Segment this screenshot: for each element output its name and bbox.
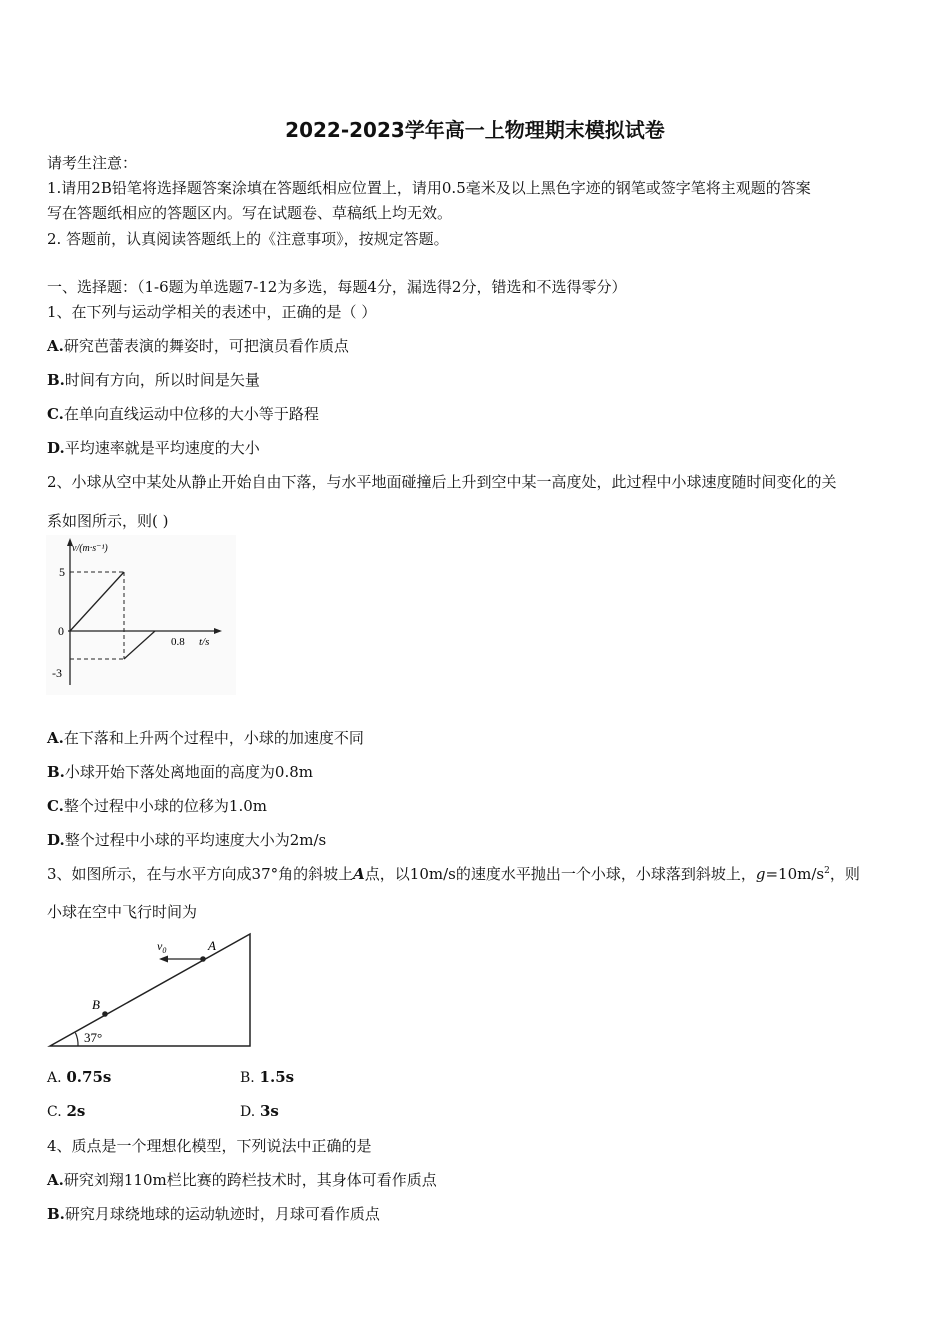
q3-option-a [47, 1068, 111, 1086]
q3-option-d [240, 1102, 279, 1120]
q4-option-b [47, 1203, 380, 1224]
velocity-symbol: v [157, 939, 163, 953]
q1-option-c [47, 403, 319, 424]
section-heading: 一、选择题：（1-6题为单选题7-12为多选，每题4分，漏选得2分，错选和不选得零分） [47, 278, 627, 296]
option-key: B. [240, 1070, 255, 1086]
option-key: D. [240, 1104, 256, 1120]
option-key: B. [47, 1205, 65, 1223]
q4-stem: 4、质点是一个理想化模型，下列说法中正确的是 [47, 1137, 372, 1155]
q2-option-d [47, 829, 326, 850]
q1-option-d [47, 437, 260, 458]
q3-g-symbol: g [755, 865, 766, 883]
option-text: 研究芭蕾表演的舞姿时，可把演员看作质点 [63, 337, 349, 355]
option-text: 在单向直线运动中位移的大小等于路程 [63, 405, 319, 423]
option-text: 3s [259, 1102, 279, 1120]
option-text: 小球开始下落处离地面的高度为0.8m [64, 763, 313, 781]
option-key: A. [47, 729, 64, 747]
option-text: 研究刘翔110m栏比赛的跨栏技术时，其身体可看作质点 [63, 1171, 437, 1189]
page-title: 2022-2023学年高一上物理期末模拟试卷 [285, 118, 665, 142]
option-key: B. [47, 371, 65, 389]
option-text: 时间有方向，所以时间是矢量 [64, 371, 260, 389]
option-text: 在下落和上升两个过程中，小球的加速度不同 [63, 729, 364, 747]
q3-exponent: 2 [824, 866, 830, 876]
velocity-arrow-head [159, 956, 168, 963]
q2-stem-line-2: 系如图所示，则( ) [47, 512, 169, 530]
y-tick-neg3: -3 [52, 666, 62, 680]
q3-point-a-text: A [353, 865, 365, 883]
option-text: 0.75s [66, 1068, 112, 1086]
q2-option-c [47, 795, 267, 816]
option-text: 研究月球绕地球的运动轨迹时，月球可看作质点 [64, 1205, 380, 1223]
velocity-label [157, 939, 166, 955]
q3-stem-line-2: 小球在空中飞行时间为 [47, 903, 198, 921]
q2-stem-line-1: 2、小球从空中某处从静止开始自由下落，与水平地面碰撞后上升到空中某一高度处，此过程中小球速度随时间变化的关 [47, 473, 837, 491]
x-tick-0-8: 0.8 [171, 636, 185, 648]
option-key: D. [47, 831, 65, 849]
option-key: A. [47, 337, 64, 355]
q2-option-a [47, 727, 364, 748]
y-tick-0: 0 [58, 624, 64, 638]
option-text: 整个过程中小球的平均速度大小为2m/s [64, 831, 327, 849]
graph-background [46, 535, 236, 695]
y-tick-5: 5 [59, 565, 65, 579]
point-b-dot [102, 1011, 108, 1017]
option-key: C. [47, 797, 64, 815]
angle-arc [75, 1033, 78, 1046]
q4-option-a [47, 1169, 437, 1190]
option-key: C. [47, 1104, 62, 1120]
option-text: 平均速率就是平均速度的大小 [64, 439, 260, 457]
notice-heading: 请考生注意： [47, 154, 138, 172]
option-text: 2s [66, 1102, 86, 1120]
option-text: 整个过程中小球的位移为1.0m [63, 797, 267, 815]
notice-line-1: 1.请用2B铅笔将选择题答案涂填在答题纸相应位置上，请用0.5毫米及以上黑色字迹的钢笔或签字笔将主观题的答案 [47, 179, 811, 197]
notice-line-3: 2. 答题前，认真阅读答题纸上的《注意事项》，按规定答题。 [47, 230, 449, 248]
q3-stem-part: 点，以10m/s的速度水平抛出一个小球，小球落到斜坡上， [364, 865, 756, 883]
q1-stem: 1、在下列与运动学相关的表述中，正确的是（ ） [47, 303, 377, 321]
q3-stem-part: ，则 [829, 865, 860, 883]
q3-stem-part: =10m/s [765, 865, 825, 883]
point-b-label: B [92, 997, 100, 1012]
velocity-subscript: 0 [162, 946, 167, 955]
incline-triangle [50, 934, 250, 1046]
angle-label: 37° [84, 1030, 103, 1045]
q2-option-b [47, 761, 313, 782]
y-axis-label: v/(m·s⁻¹) [72, 543, 108, 554]
notice-line-2: 写在答题纸相应的答题区内。写在试题卷、草稿纸上均无效。 [47, 204, 453, 222]
option-text: 1.5s [259, 1068, 295, 1086]
q3-stem-line-1 [47, 863, 860, 884]
q1-option-a [47, 335, 349, 356]
x-axis-label: t/s [199, 636, 210, 648]
option-key: A. [47, 1070, 62, 1086]
point-a-label: A [208, 938, 216, 953]
q1-option-b [47, 369, 260, 390]
option-key: D. [47, 439, 65, 457]
velocity-time-graph [46, 535, 236, 695]
option-key: C. [47, 405, 64, 423]
q3-option-c [47, 1102, 85, 1120]
q3-stem-part: 3、如图所示，在与水平方向成37°角的斜坡上 [47, 865, 354, 883]
option-key: A. [47, 1171, 64, 1189]
option-key: B. [47, 763, 65, 781]
incline-figure [46, 928, 256, 1050]
q3-option-b [240, 1068, 294, 1086]
